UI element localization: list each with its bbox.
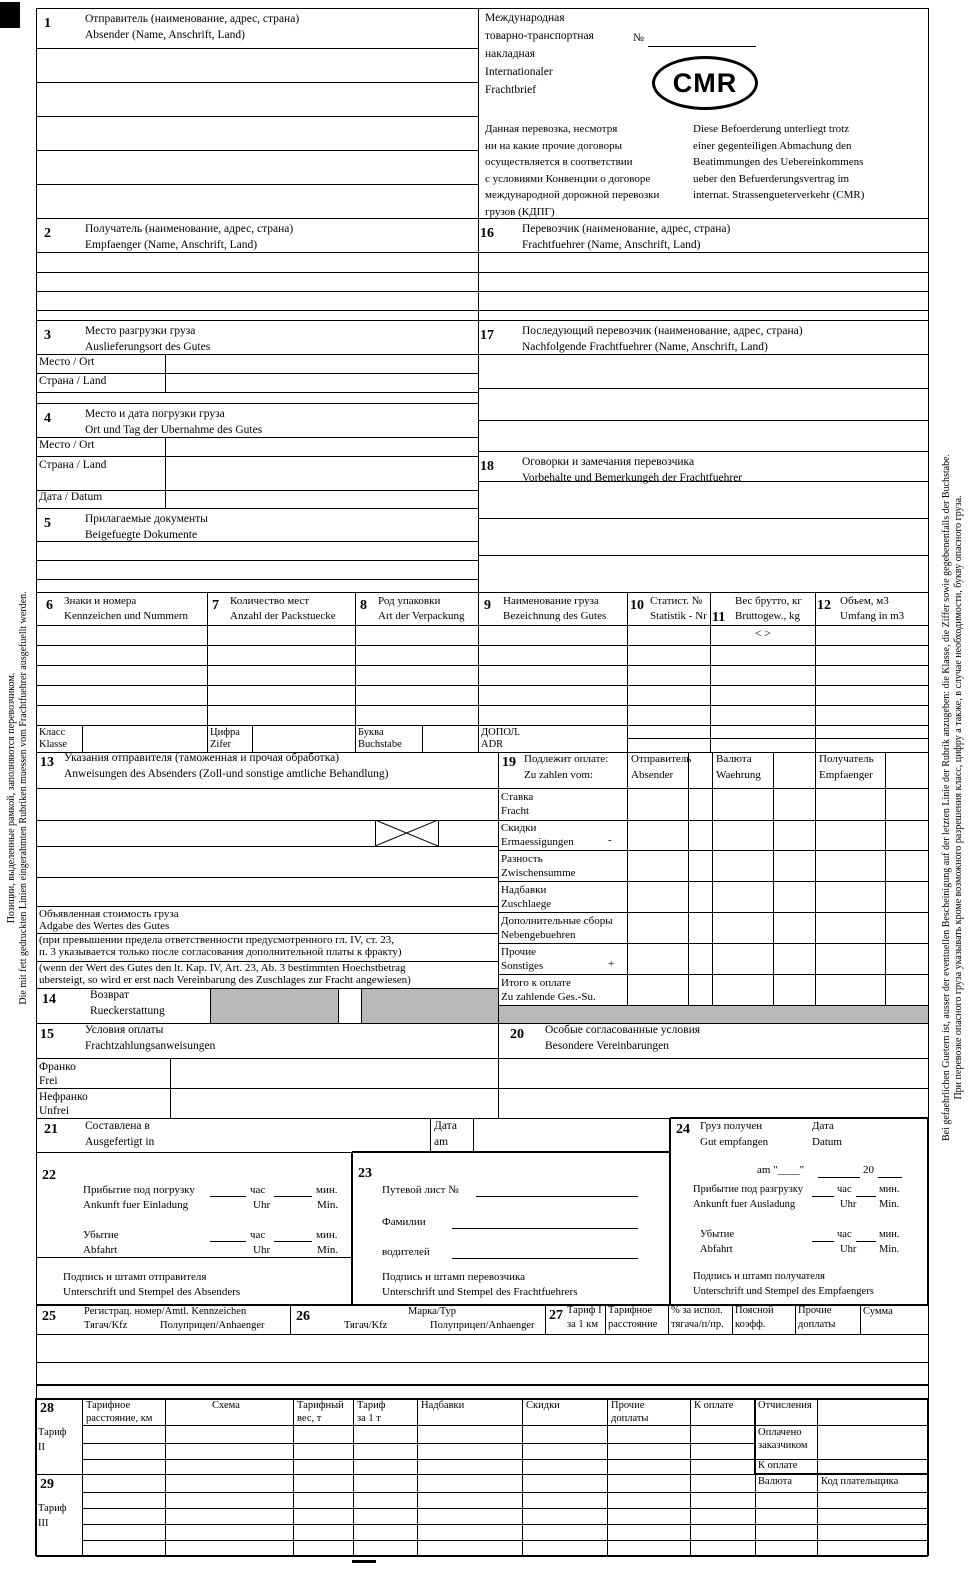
box14-number: 14 [42, 992, 56, 1007]
box22-arrival-ru: Прибытие под погрузку [83, 1184, 195, 1196]
box12-number: 12 [817, 598, 831, 613]
box19-row-label: Zu zahlende Ges.-Su. [501, 991, 596, 1003]
box24-label-ru: Груз получен [700, 1120, 763, 1132]
convention-de-line: internat. Strassengueterverkehr (CMR) [693, 189, 865, 201]
box24-signature-ru: Подпись и штамп получателя [693, 1271, 825, 1282]
fill-line[interactable] [210, 1241, 246, 1242]
box24-min-de: Min. [879, 1199, 900, 1210]
box1-label-ru: Отправитель (наименование, адрес, страна) [85, 13, 300, 25]
box3-country-label: Страна / Land [39, 375, 107, 387]
box24-arrival-ru: Прибытие под разгрузку [693, 1184, 803, 1195]
box22-number: 22 [42, 1168, 56, 1183]
box13-label-ru: Указания отправителя (таможенная и прочая обработка) [64, 752, 340, 764]
box15-franko-ru: Франко [39, 1061, 76, 1073]
box15-number: 15 [40, 1027, 54, 1042]
box19-row-label: Sonstiges [501, 960, 544, 972]
box13-note-de-1: (wenn der Wert des Gutes den lt. Kap. IV, Art. 23, Ab. 3 bestimmten Hoechstbetrag [39, 962, 406, 974]
box6-label-ru: Знаки и номера [64, 595, 137, 607]
box24-number: 24 [676, 1122, 690, 1137]
tbl-col-discounts: Скидки [526, 1400, 560, 1411]
box24-min-ru: мин. [879, 1229, 900, 1240]
box24-hour-ru: час [837, 1184, 852, 1195]
box7-label-de: Anzahl der Packstuecke [230, 610, 336, 622]
box19-row-label: Zuschlaege [501, 898, 552, 910]
box4-label-ru: Место и дата погрузки груза [85, 408, 225, 420]
box19-col-currency-ru: Валюта [716, 753, 752, 765]
adr-add-de: ADR [481, 739, 504, 750]
fill-line[interactable] [856, 1196, 876, 1197]
box13-note-ru-1: (при превышении предела ответственности предусмотренного гл. IV, ст. 23, [39, 934, 394, 946]
box7-label-ru: Количество мест [230, 595, 310, 607]
convention-ru-line: грузов (КДПГ) [485, 206, 555, 218]
box23-signature-ru: Подпись и штамп перевозчика [382, 1271, 526, 1283]
box22-hour-de: Uhr [253, 1199, 271, 1211]
box19-col-currency-de: Waehrung [716, 769, 761, 781]
box19-row-label: Прочие [501, 946, 536, 958]
box15-nefranko-de: Unfrei [39, 1105, 70, 1117]
right-margin-note-ru: При перевозке опасного груза указывать кроме возможного разрешения класс, цифру а также, в случае необходимости, букву опасного груза. [953, 495, 964, 1100]
box29-tariff-label: Тариф [38, 1503, 67, 1514]
box27-per-km-label: за 1 км [567, 1319, 599, 1330]
box10-label-de: Statistik - Nr [650, 610, 707, 622]
box24-date-de: Datum [812, 1136, 842, 1148]
tbl-col-weight-2: вес, т [297, 1413, 322, 1424]
box28-tariff-num: II [38, 1442, 45, 1453]
box26-col1: Тягач/Kfz [344, 1320, 388, 1331]
box24-signature-de: Unterschrift und Stempel des Empfaengers [693, 1286, 874, 1297]
fill-line[interactable] [452, 1258, 638, 1259]
convention-ru-line: осуществляется в соответствии [485, 156, 633, 168]
tbl-col-distance-2: расстояние, км [86, 1413, 153, 1424]
box19-row-label: Nebengebuehren [501, 929, 576, 941]
box9-label-ru: Наименование груза [503, 595, 599, 607]
right-margin-note [941, 380, 965, 1215]
fill-line[interactable] [812, 1196, 834, 1197]
box19-col-receiver-de: Empfaenger [819, 769, 873, 781]
box24-am-label: am "____" [757, 1164, 805, 1176]
cmr-logo [652, 56, 758, 110]
doc-number-fill-line[interactable] [648, 46, 756, 47]
box10-number: 10 [630, 598, 644, 613]
box25-number: 25 [42, 1309, 56, 1324]
box8-number: 8 [360, 598, 367, 613]
adr-letter-de: Buchstabe [358, 739, 402, 750]
bottom-mark [352, 1560, 376, 1563]
box21-date-de: am [434, 1136, 449, 1148]
box2-label-ru: Получатель (наименование, адрес, страна) [85, 223, 294, 235]
box16-number: 16 [480, 226, 494, 241]
box15-franko-de: Frei [39, 1075, 58, 1087]
box7-number: 7 [212, 598, 219, 613]
box22-min-de: Min. [317, 1244, 339, 1256]
doc-number-label: № [633, 32, 644, 44]
box17-number: 17 [480, 328, 494, 343]
box22-departure-de: Abfahrt [83, 1244, 118, 1256]
box4-country-label: Страна / Land [39, 459, 107, 471]
form-title-de-2: Frachtbrief [485, 84, 537, 96]
fill-line[interactable] [210, 1196, 246, 1197]
box19-row-sign: + [608, 958, 615, 970]
box4-date-label: Дата / Datum [39, 491, 103, 503]
box26-title: Марка/Typ [408, 1306, 456, 1317]
box19-col-receiver-ru: Получатель [819, 753, 874, 765]
tbl-col-distance-1: Тарифное [86, 1400, 131, 1411]
box27-col-zone-1: Поясной [735, 1305, 774, 1316]
box24-hour-de: Uhr [840, 1199, 857, 1210]
box19-row-label: Разность [501, 853, 543, 865]
box2-number: 2 [44, 226, 51, 241]
box22-signature-ru: Подпись и штамп отправителя [63, 1271, 207, 1283]
box24-min-de: Min. [879, 1244, 900, 1255]
box15-label-ru: Условия оплаты [85, 1024, 164, 1036]
box18-label-ru: Оговорки и замечания перевозчика [522, 456, 695, 468]
box26-col2: Полуприцеп/Anhaenger [430, 1320, 535, 1331]
box27-col-other-1: Прочие [798, 1305, 832, 1316]
box27-col-distance-1: Тарифное [608, 1305, 653, 1316]
box2-label-de: Empfaenger (Name, Anschrift, Land) [85, 239, 258, 251]
box27-col-other-2: доплаты [798, 1319, 836, 1330]
box24-arrival-de: Ankunft fuer Ausladung [693, 1199, 796, 1210]
tbl-col-scheme: Схема [212, 1400, 240, 1411]
box26-number: 26 [296, 1309, 310, 1324]
box19-row-label: Надбавки [501, 884, 547, 896]
box5-number: 5 [44, 516, 51, 531]
shaded-area [362, 989, 498, 1023]
tbl-col-surcharges: Надбавки [421, 1400, 465, 1411]
adr-digit-ru: Цифра [210, 727, 240, 738]
box24-departure-de: Abfahrt [700, 1244, 733, 1255]
convention-de-line: ueber den Befuerderungsvertrag im [693, 173, 850, 185]
box22-min-de: Min. [317, 1199, 339, 1211]
box17-label-ru: Последующий перевозчик (наименование, адрес, страна) [522, 325, 803, 337]
box24-date-ru: Дата [812, 1120, 834, 1132]
box15-label-de: Frachtzahlungsanweisungen [85, 1040, 216, 1052]
box11-label-de: Bruttogew., kg [735, 610, 800, 622]
box1-number: 1 [44, 16, 51, 31]
adr-class-de: Klasse [39, 739, 67, 750]
left-margin-note-ru: Позиции, выделенные рамкой, заполняются перевозчиком. [6, 672, 17, 924]
box19-number: 19 [502, 755, 516, 770]
tbl-due-label: К оплате [758, 1460, 798, 1471]
fill-line[interactable] [274, 1196, 312, 1197]
box9-label-de: Bezeichnung des Gutes [503, 610, 607, 622]
box4-place-label: Место / Ort [39, 439, 95, 451]
box21-label-ru: Составлена в [85, 1120, 150, 1132]
box19-label-de: Zu zahlen vom: [524, 769, 594, 781]
box14-label-de: Rueckerstattung [90, 1005, 165, 1017]
box18-label-de: Vorbehalte und Bemerkungeh der Frachtfuehrer [522, 472, 743, 484]
box23-number: 23 [358, 1166, 372, 1181]
box23-waybill-label: Путевой лист № [382, 1184, 459, 1196]
box27-col-sum: Сумма [863, 1306, 893, 1317]
box20-label-de: Besondere Vereinbarungen [545, 1040, 670, 1052]
convention-ru-line: Данная перевозка, несмотря [485, 123, 618, 135]
box24-min-ru: мин. [879, 1184, 900, 1195]
box15-nefranko-ru: Нефранко [39, 1091, 88, 1103]
form-title-ru-2: товарно-транспортная [485, 30, 594, 42]
box3-label-ru: Место разгрузки груза [85, 325, 196, 337]
box13-number: 13 [40, 755, 54, 770]
tbl-currency-label: Валюта [758, 1476, 793, 1487]
tbl-col-tariff-2: за 1 т [357, 1413, 381, 1424]
box22-signature-de: Unterschrift und Stempel des Absenders [63, 1286, 241, 1298]
box23-surnames-label: Фамилии [382, 1216, 426, 1228]
tbl-col-weight-1: Тарифный [297, 1400, 344, 1411]
box22-hour-ru: час [250, 1229, 266, 1241]
box13-value-ru: Объявленная стоимость груза [39, 908, 179, 920]
right-margin-note-de: Bei gefaehrlichen Guetern ist, ausser der eventuellen Bescheinigung auf der letzten Linie der Rubrik anzugeben: die Klasse, die Ziffer sowie gegebenenfalls der Buchstabe. [941, 453, 952, 1142]
fill-line[interactable] [818, 1177, 860, 1178]
left-margin-note-de: Die mit fett gedruckten Linien eingerahmten Rubriken muessen vom Frachtfuehrer ausgefuellt werden. [18, 591, 29, 1005]
tbl-col-deductions: Отчисления [758, 1400, 812, 1411]
box17-label-de: Nachfolgende Frachtfuehrer (Name, Anschrift, Land) [522, 341, 768, 353]
convention-de-line: Beatimmungen des Uebereinkommens [693, 156, 864, 168]
box19-row-label: Ставка [501, 791, 534, 803]
box1-label-de: Absender (Name, Anschrift, Land) [85, 29, 245, 41]
box24-departure-ru: Убытие [700, 1229, 735, 1240]
box9-number: 9 [484, 598, 491, 613]
box18-number: 18 [480, 459, 494, 474]
fill-line[interactable] [812, 1241, 834, 1242]
box27-col-percent-1: % за испол. [671, 1305, 723, 1316]
tbl-paid-by-customer-1: Оплачено [758, 1427, 802, 1438]
box29-tariff-num: III [38, 1518, 49, 1529]
box21-number: 21 [44, 1122, 58, 1137]
box20-label-ru: Особые согласованные условия [545, 1024, 701, 1036]
box19-row-label: Fracht [501, 805, 530, 817]
box27-col-percent-2: тягача/п/пр. [671, 1319, 724, 1330]
box22-arrival-de: Ankunft fuer Einladung [83, 1199, 189, 1211]
corner-mark [0, 2, 20, 28]
adr-class-ru: Класс [39, 727, 66, 738]
box19-row-sign: - [608, 834, 612, 846]
box19-row-label: Ermaessigungen [501, 836, 574, 848]
fill-line[interactable] [878, 1177, 902, 1178]
box22-min-ru: мин. [316, 1184, 338, 1196]
box19-row-label: Итого к оплате [501, 977, 571, 989]
box3-number: 3 [44, 328, 51, 343]
box8-label-ru: Род упаковки [378, 595, 441, 607]
fill-line[interactable] [274, 1241, 312, 1242]
box19-row-label: Дополнительные сборы [501, 915, 613, 927]
tbl-col-other-2: доплаты [611, 1413, 649, 1424]
box23-signature-de: Unterschrift und Stempel des Frachtfuehrers [382, 1286, 578, 1298]
box4-label-de: Ort und Tag der Ubernahme des Gutes [85, 424, 263, 436]
fill-line[interactable] [452, 1228, 638, 1229]
form-title-de-1: Internationaler [485, 66, 553, 78]
box5-label-de: Beigefuegte Dokumente [85, 529, 198, 541]
box22-min-ru: мин. [316, 1229, 338, 1241]
box24-label-de: Gut empfangen [700, 1136, 769, 1148]
box12-label-de: Umfang in m3 [840, 610, 905, 622]
box29-number: 29 [40, 1477, 54, 1492]
box11-label-ru: Вес брутто, кг [735, 595, 802, 607]
adr-add-ru: ДОПОЛ. [481, 727, 521, 738]
box19-label-ru: Подлежит оплате: [524, 753, 609, 765]
box20-number: 20 [510, 1027, 524, 1042]
adr-digit-de: Zifer [210, 739, 231, 750]
box19-row-label: Скидки [501, 822, 537, 834]
box27-col-distance-2: расстояние [608, 1319, 658, 1330]
crossed-cell [375, 820, 438, 846]
box16-label-de: Frachtfuehrer (Name, Anschrift, Land) [522, 239, 701, 251]
box13-value-de: Adgabe des Wertes des Gutes [39, 920, 170, 932]
box8-label-de: Art der Verpackung [378, 610, 465, 622]
box6-label-de: Kennzeichen und Nummern [64, 610, 189, 622]
box14-label-ru: Возврат [90, 989, 129, 1001]
fill-line[interactable] [856, 1241, 876, 1242]
box24-hour-de: Uhr [840, 1244, 857, 1255]
box21-date-ru: Дата [434, 1120, 457, 1132]
box3-label-de: Auslieferungsort des Gutes [85, 341, 211, 353]
box19-col-sender-ru: Отправитель [631, 753, 692, 765]
tbl-paid-by-customer-2: заказчиком [758, 1440, 808, 1451]
convention-de-line: Diese Befoerderung unterliegt trotz [693, 123, 850, 135]
box16-label-ru: Перевозчик (наименование, адрес, страна) [522, 223, 731, 235]
tbl-col-other-1: Прочие [611, 1400, 645, 1411]
box28-tariff-label: Тариф [38, 1427, 67, 1438]
convention-ru-line: ни на какие прочие договоры [485, 140, 622, 152]
box25-col2: Полуприцеп/Anhaenger [160, 1320, 265, 1331]
box10-label-ru: Статист. № [650, 595, 703, 607]
convention-ru-line: международной дорожной перевозки [485, 189, 660, 201]
box5-label-ru: Прилагаемые документы [85, 513, 208, 525]
box3-place-label: Место / Ort [39, 356, 95, 368]
box11-number: 11 [712, 610, 726, 625]
shaded-area [499, 1006, 928, 1023]
box13-label-de: Anweisungen des Absenders (Zoll-und sonstige amtliche Behandlung) [64, 768, 389, 780]
box21-label-de: Ausgefertigt in [85, 1136, 155, 1148]
shaded-area [211, 989, 338, 1023]
form-title-ru-3: накладная [485, 48, 536, 60]
box22-departure-ru: Убытие [83, 1229, 119, 1241]
box13-note-de-2: ubersteigt, so wird er erst nach Vereinbarung des Zuschlages zur Fracht angewiesen) [39, 974, 411, 986]
box24-hour-ru: час [837, 1229, 852, 1240]
left-margin-note [6, 558, 30, 1038]
adr-letter-ru: Буква [358, 727, 384, 738]
box4-number: 4 [44, 411, 51, 426]
box22-hour-ru: час [250, 1184, 266, 1196]
box12-label-ru: Объем, м3 [840, 595, 889, 607]
box27-tariff-label: Тариф I [567, 1305, 602, 1316]
box22-hour-de: Uhr [253, 1244, 271, 1256]
tbl-col-due: К оплате [694, 1400, 734, 1411]
box13-note-ru-2: п. 3 указывается только после согласования дополнительной платы к фракту) [39, 946, 402, 958]
tbl-col-tariff-1: Тариф [357, 1400, 386, 1411]
box28-number: 28 [40, 1401, 54, 1416]
box19-col-sender-de: Absender [631, 769, 674, 781]
box25-title: Регистрац. номер/Amtl. Kennzeichen [84, 1306, 247, 1317]
box23-drivers-label: водителей [382, 1246, 430, 1258]
tbl-payer-code-label: Код плательщика [821, 1476, 899, 1487]
box6-number: 6 [46, 598, 53, 613]
box24-year-label: 20 [863, 1164, 874, 1176]
box27-number: 27 [549, 1308, 563, 1323]
fill-line[interactable] [476, 1196, 638, 1197]
convention-ru-line: с условиями Конвенции о договоре [485, 173, 651, 185]
convention-de-line: einer gegenteiligen Abmachung den [693, 140, 852, 152]
box19-row-label: Zwischensumme [501, 867, 576, 879]
cmr-logo-text: CMR [672, 67, 738, 98]
box25-col1: Тягач/Kfz [84, 1320, 128, 1331]
box11-weight-mark: < > [755, 628, 771, 640]
box27-col-zone-2: коэфф. [735, 1319, 766, 1330]
form-title-ru-1: Международная [485, 12, 565, 24]
